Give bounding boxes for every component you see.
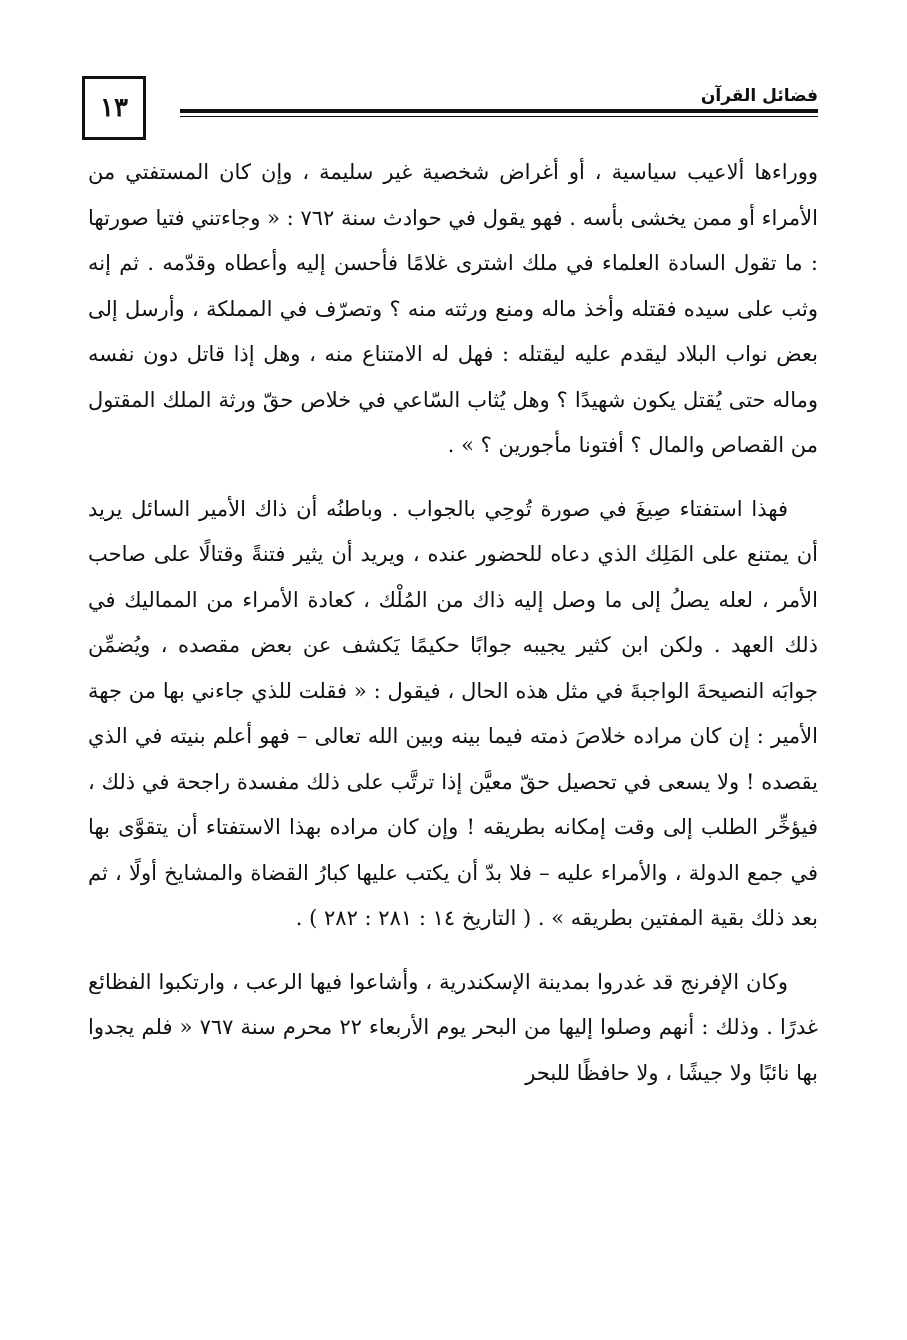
paragraph-2: فهذا استفتاء صِيغَ في صورة تُوحِي بالجواب . وباطنُه أن ذاك الأمير السائل يريد أن يمتنع على المَلِك الذي دعاه للحضور عنده ، ويريد أن يثير فتنةً وقتالًا على صاحب الأمر ، لعله يصلُ إلى ما وصل إليه ذاك من المُلْك ، كعادة الأمراء من المماليك في ذلك العهد . ولكن ابن كثير يجيبه جوابًا حكيمًا يَكشف عن بعض مقصده ، ويُضمِّن جوابَه النصيحةَ الواجبةَ في مثل هذه الحال ، فيقول : « فقلت للذي جاءني بها من جهة الأمير : إن كان مراده خلاصَ ذمته فيما بينه وبين الله تعالى – فهو أعلم بنيته في الذي يقصده ! ولا يسعى في تحصيل حقّ معيَّن إذا ترتَّب على ذلك مفسدة راجحة في ذلك ، فيؤخِّر الطلب إلى وقت إمكانه بطريقه ! وإن كان مراده بهذا الاستفتاء أن يتقوَّى بها في جمع الدولة ، والأمراء عليه – فلا بدّ أن يكتب عليها كبارُ القضاة والمشايخ أولًا ، ثم بعد ذلك بقية المفتين بطريقه » . ( التاريخ ١٤ : ٢٨١ : ٢٨٢ ) . [88,496,818,930]
page-number: ١٣ [82,76,146,140]
paragraph-1: ووراءها ألاعيب سياسية ، أو أغراض شخصية غير سليمة ، وإن كان المستفتي من الأمراء أو ممن يخشى بأسه . فهو يقول في حوادث سنة ٧٦٢ : « وجاءتني فتيا صورتها : ما تقول السادة العلماء في ملك اشترى غلامًا فأحسن إليه وأعطاه وقدّمه . ثم إنه وثب على سيده فقتله وأخذ ماله ومنع ورثته منه ؟ وتصرّف في المملكة ، وأرسل إلى بعض نواب البلاد ليقدم عليه ليقتله : فهل له الامتناع منه ، وهل إذا قاتل دون نفسه وماله حتى يُقتل يكون شهيدًا ؟ وهل يُثاب السّاعي في خلاص حقّ ورثة الملك المقتول من القصاص والمال ؟ أفتونا مأجورين ؟ » . [88,160,818,457]
body-text [88,150,818,1096]
paragraph-3: وكان الإفرنج قد غدروا بمدينة الإسكندرية ، وأشاعوا فيها الرعب ، وارتكبوا الفظائع غدرًا . وذلك : أنهم وصلوا إليها من البحر يوم الأربعاء ٢٢ محرم سنة ٧٦٧ « فلم يجدوا بها نائبًا ولا جيشًا ، ولا حافظًا للبحر [88,969,818,1085]
header-rule-thin [180,116,818,117]
page-header [82,76,818,146]
running-title: فضائل القرآن [700,86,818,106]
header-rule [180,109,818,113]
